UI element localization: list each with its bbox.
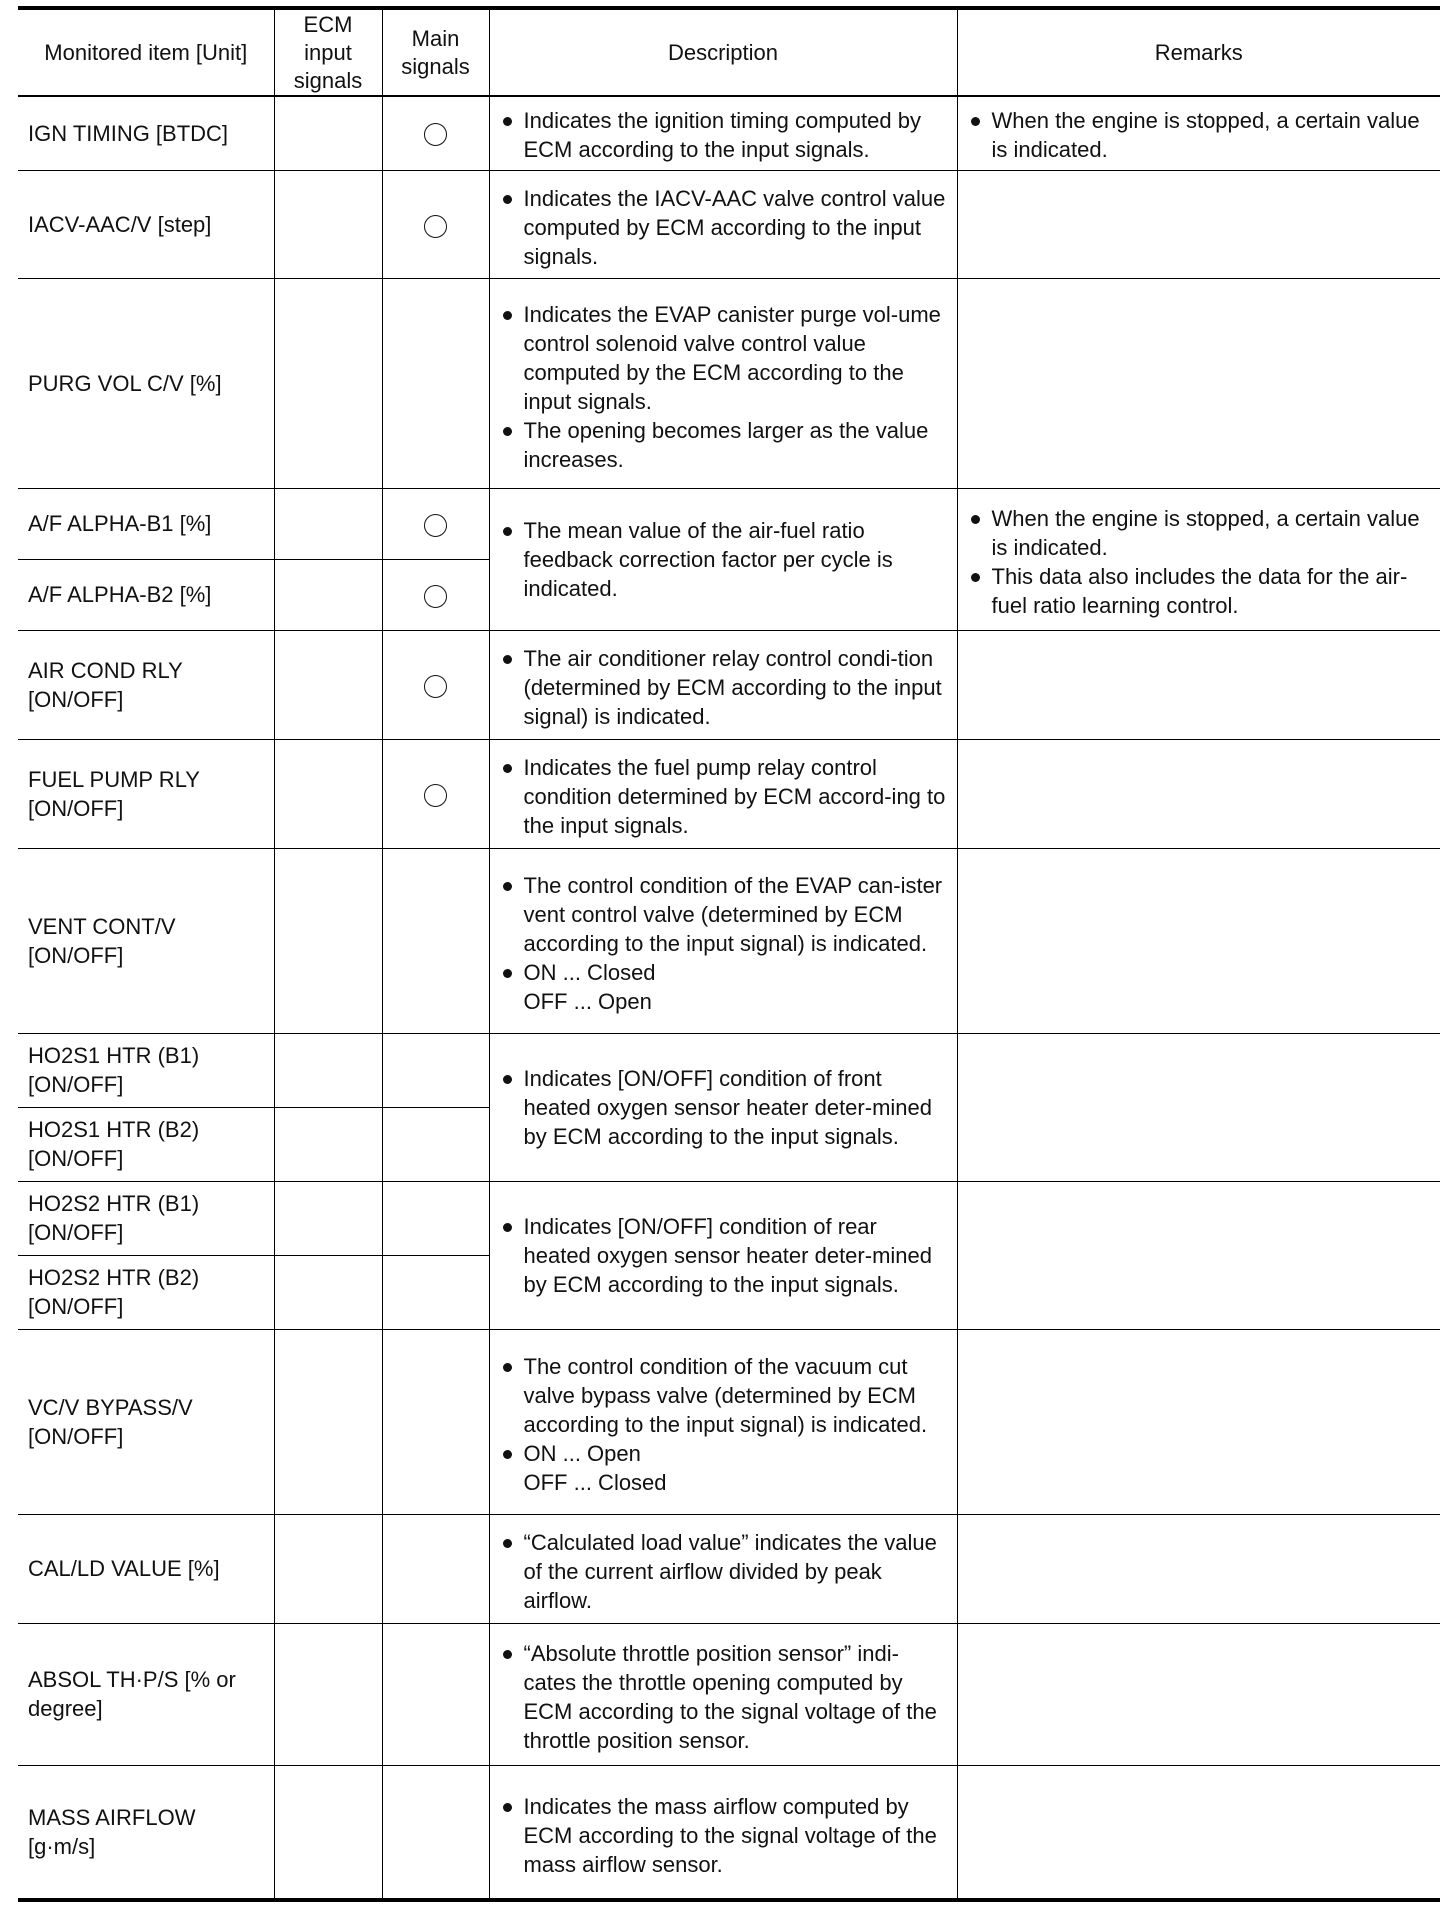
item-ign-timing: IGN TIMING [BTDC]	[18, 96, 274, 170]
table-row	[18, 739, 1440, 848]
table-row	[18, 631, 1440, 740]
remarks-cell	[957, 170, 1440, 279]
item-absol-thps: ABSOL TH·P/S [% or degree]	[18, 1623, 274, 1765]
description-cell	[489, 1033, 957, 1181]
description-bullet: “Calculated load value” indicates the value of the current airflow divided by peak airflow.	[500, 1528, 947, 1615]
item-vent-cont: VENT CONT/V [ON/OFF]	[18, 848, 274, 1033]
description-cell	[489, 488, 957, 630]
table-row	[18, 848, 1440, 1033]
description-bullet: Indicates the EVAP canister purge vol-ume control solenoid valve control value computed by the ECM according to the input signals.	[500, 300, 947, 416]
ecm-input-cell	[274, 739, 382, 848]
item-iacv-aac: IACV-AAC/V [step]	[18, 170, 274, 279]
main-signal-cell	[382, 488, 489, 559]
table-row	[18, 1181, 1440, 1255]
main-signal-cell	[382, 170, 489, 279]
table-row	[18, 1623, 1440, 1765]
main-signal-circle-icon	[424, 675, 447, 698]
description-bullet: The control condition of the vacuum cut valve bypass valve (determined by ECM according to the input signal) is indicated.	[500, 1352, 947, 1439]
header-ecm-input-signals-text: ECM input signals	[293, 11, 363, 93]
main-signal-cell	[382, 848, 489, 1033]
main-signal-cell	[382, 631, 489, 740]
description-cell	[489, 1623, 957, 1765]
item-ho2s2-htr-b2: HO2S2 HTR (B2) [ON/OFF]	[18, 1255, 274, 1329]
description-cell	[489, 1181, 957, 1329]
description-bullet: Indicates the IACV-AAC valve control value computed by ECM according to the input signals.	[500, 184, 947, 271]
table-row	[18, 1033, 1440, 1107]
description-cell	[489, 1329, 957, 1514]
main-signal-cell	[382, 559, 489, 630]
main-signal-circle-icon	[424, 784, 447, 807]
main-signal-cell	[382, 1107, 489, 1181]
remarks-cell	[957, 848, 1440, 1033]
description-bullet: Indicates the mass airflow computed by ECM according to the signal voltage of the mass airflow sensor.	[500, 1792, 947, 1879]
remarks-cell	[957, 1181, 1440, 1329]
ecm-input-cell	[274, 488, 382, 559]
main-signal-circle-icon	[424, 123, 447, 146]
description-cell	[489, 631, 957, 740]
table-row	[18, 1766, 1440, 1900]
remarks-cell	[957, 739, 1440, 848]
ecm-input-cell	[274, 1033, 382, 1107]
monitor-item-table	[18, 6, 1440, 1902]
description-cell	[489, 279, 957, 488]
main-signal-circle-icon	[424, 215, 447, 238]
main-signal-cell	[382, 1515, 489, 1624]
main-signal-cell	[382, 1255, 489, 1329]
remarks-cell	[957, 279, 1440, 488]
item-cal-ld-value: CAL/LD VALUE [%]	[18, 1515, 274, 1624]
remarks-cell	[957, 1033, 1440, 1181]
table-row	[18, 488, 1440, 559]
description-bullet: The opening becomes larger as the value increases.	[500, 416, 947, 474]
main-signal-circle-icon	[424, 514, 447, 537]
ecm-input-cell	[274, 1515, 382, 1624]
header-row	[18, 8, 1440, 96]
ecm-input-cell	[274, 848, 382, 1033]
main-signal-cell	[382, 1623, 489, 1765]
table-row	[18, 279, 1440, 488]
ecm-input-cell	[274, 1255, 382, 1329]
description-cell	[489, 739, 957, 848]
ecm-input-cell	[274, 559, 382, 630]
description-bullet: ON ... Open	[500, 1439, 947, 1468]
description-bullet: Indicates [ON/OFF] condition of rear heated oxygen sensor heater deter-mined by ECM according to the input signals.	[500, 1212, 947, 1299]
description-cell	[489, 170, 957, 279]
description-bullet: ON ... Closed	[500, 958, 947, 987]
main-signal-cell	[382, 1181, 489, 1255]
description-bullet: The mean value of the air-fuel ratio feedback correction factor per cycle is indicated.	[500, 516, 947, 603]
remarks-bullet: When the engine is stopped, a certain value is indicated.	[968, 106, 1431, 164]
item-air-cond-rly: AIR COND RLY [ON/OFF]	[18, 631, 274, 740]
ecm-input-cell	[274, 96, 382, 170]
remarks-cell	[957, 1766, 1440, 1900]
header-monitored-item: Monitored item [Unit]	[18, 8, 274, 96]
table-row	[18, 170, 1440, 279]
description-bullet: Indicates the fuel pump relay control condition determined by ECM accord-ing to the input signals.	[500, 753, 947, 840]
table-row	[18, 96, 1440, 170]
ecm-input-cell	[274, 1107, 382, 1181]
description-bullet: Indicates [ON/OFF] condition of front heated oxygen sensor heater deter-mined by ECM according to the input signals.	[500, 1064, 947, 1151]
item-af-alpha-b2: A/F ALPHA-B2 [%]	[18, 559, 274, 630]
ecm-input-cell	[274, 1181, 382, 1255]
main-signal-cell	[382, 96, 489, 170]
main-signal-cell	[382, 1033, 489, 1107]
item-ho2s2-htr-b1: HO2S2 HTR (B1) [ON/OFF]	[18, 1181, 274, 1255]
item-mass-airflow: MASS AIRFLOW [g·m/s]	[18, 1766, 274, 1900]
header-main-signals-text: Main signals	[401, 25, 470, 79]
ecm-input-cell	[274, 1329, 382, 1514]
remarks-cell	[957, 96, 1440, 170]
item-af-alpha-b1: A/F ALPHA-B1 [%]	[18, 488, 274, 559]
description-bullet: The control condition of the EVAP can-ister vent control valve (determined by ECM according to the input signal) is indicated.	[500, 871, 947, 958]
item-ho2s1-htr-b2: HO2S1 HTR (B2) [ON/OFF]	[18, 1107, 274, 1181]
remarks-bullet: This data also includes the data for the air-fuel ratio learning control.	[968, 562, 1431, 620]
remarks-cell	[957, 631, 1440, 740]
description-bullet: The air conditioner relay control condi-tion (determined by ECM according to the input signal) is indicated.	[500, 644, 947, 731]
main-signal-cell	[382, 1329, 489, 1514]
description-cell	[489, 1515, 957, 1624]
ecm-input-cell	[274, 1623, 382, 1765]
header-remarks: Remarks	[957, 8, 1440, 96]
remarks-bullet: When the engine is stopped, a certain value is indicated.	[968, 504, 1431, 562]
remarks-cell	[957, 1329, 1440, 1514]
item-fuel-pump-rly: FUEL PUMP RLY [ON/OFF]	[18, 739, 274, 848]
item-ho2s1-htr-b1: HO2S1 HTR (B1) [ON/OFF]	[18, 1033, 274, 1107]
ecm-input-cell	[274, 170, 382, 279]
remarks-cell	[957, 1515, 1440, 1624]
ecm-input-cell	[274, 631, 382, 740]
description-bullet: Indicates the ignition timing computed by ECM according to the input signals.	[500, 106, 947, 164]
header-ecm-input-signals	[274, 8, 382, 96]
main-signal-cell	[382, 739, 489, 848]
remarks-cell	[957, 1623, 1440, 1765]
main-signal-circle-icon	[424, 585, 447, 608]
item-vcv-bypass: VC/V BYPASS/V [ON/OFF]	[18, 1329, 274, 1514]
ecm-input-cell	[274, 1766, 382, 1900]
remarks-cell	[957, 488, 1440, 630]
item-purg-vol: PURG VOL C/V [%]	[18, 279, 274, 488]
main-signal-cell	[382, 1766, 489, 1900]
table-row	[18, 1329, 1440, 1514]
description-cell	[489, 848, 957, 1033]
description-bullet: “Absolute throttle position sensor” indi-cates the throttle opening computed by ECM according to the signal voltage of the throttle position sensor.	[500, 1639, 947, 1755]
description-continuation: OFF ... Closed	[523, 1470, 667, 1496]
header-main-signals	[382, 8, 489, 96]
description-continuation: OFF ... Open	[523, 989, 652, 1015]
description-cell	[489, 96, 957, 170]
header-description: Description	[489, 8, 957, 96]
table-row	[18, 1515, 1440, 1624]
main-signal-cell	[382, 279, 489, 488]
ecm-input-cell	[274, 279, 382, 488]
description-cell	[489, 1766, 957, 1900]
